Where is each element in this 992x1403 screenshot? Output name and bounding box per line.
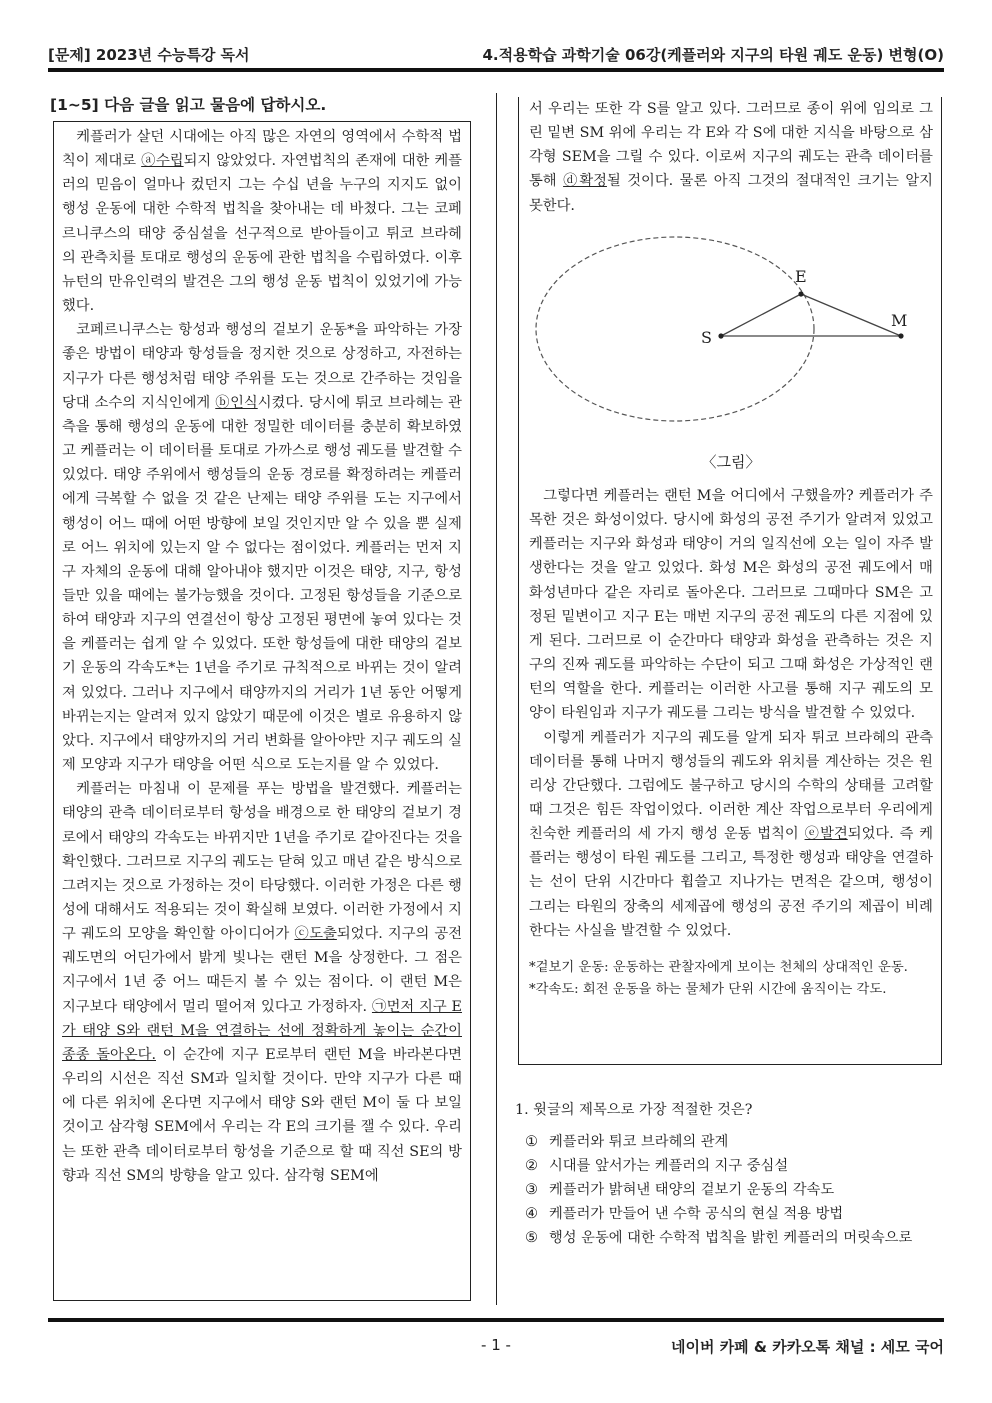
option-number: ⑤: [525, 1230, 538, 1246]
paragraph: [62, 125, 462, 318]
footnotes: [529, 957, 933, 1001]
underlined-term: ⓓ확정: [563, 173, 607, 190]
text-run: 케플러는 마침내 이 문제를 푸는 방법을 발견했다. 케플러는 태양의 관측 데이터로부터 항성을 배경으로 한 태양의 겉보기 경로에서 태양의 각속도는 바뀌지만 1년을 주기로 같아진다는 것을 확인했다. 그러므로 지구의 궤도는 닫혀 있고 매년 같은 방식으로 그려지는 것으로 가정하는 것이 타당했다. 이러한 가정은 다른 행성에 대해서도 적용되는 것이 확실해 보였다. 이러한 가정에서 지구 궤도의 모양을 확인할 아이디어가: [62, 781, 462, 943]
text-run: 서 우리는 또한 각 S를 알고 있다. 그러므로 종이 위에 임의로 그린 밑변 SM 위에 우리는 각 E와 각 S에 대한 지식을 바탕으로 삼각형 SEM을 그릴 수 있다. 이로써 지구의 궤도는 관측 데이터를 통해: [529, 101, 933, 190]
answer-option-3[interactable]: [525, 1178, 943, 1202]
text-run: 이 순간에 지구 E로부터 랜턴 M을 바라본다면 우리의 시선은 직선 SM과 일치할 것이다. 만약 지구가 다른 때에 다른 위치에 온다면 지구에서 태양 S와 랜턴 M이 둘 다 보일 것이고 삼각형 SEM에서 우리는 각 E의 크기를 잴 수 있다. 우리는 또한 관측 데이터로부터 항성을 기준으로 할 때 직선 SE의 방향과 직선 SM의 방향을 알고 있다. 삼각형 SEM에: [62, 1046, 462, 1184]
point-s: [718, 333, 723, 338]
question-stem: 1. 윗글의 제목으로 가장 적절한 것은?: [515, 1102, 753, 1118]
text-run: 케플러가 살던 시대에는 아직 많은 자연의 영역에서 수학적 법칙이 제대로: [62, 129, 462, 170]
text-run: 이렇게 케플러가 지구의 궤도를 알게 되자 튀코 브라헤의 관측 데이터를 통해 나머지 행성들의 궤도와 위치를 계산하는 것은 원리상 간단했다. 그럼에도 불구하고 당시의 수학의 상태를 고려할 때 그것은 힘든 작업이었다. 이러한 계산 작업으로부터 우리에게 친숙한 케플러의 세 가지 행성 운동 법칙이: [529, 729, 933, 843]
option-text: 케플러와 튀코 브라헤의 관계: [549, 1134, 729, 1150]
paragraph: [62, 777, 462, 1188]
footer-rule: [48, 1318, 944, 1322]
instruction: [1~5] 다음 글을 읽고 물음에 답하시오.: [50, 96, 327, 114]
passage-right-column: [518, 97, 942, 1065]
answer-option-4[interactable]: [525, 1202, 943, 1226]
underlined-term: ⓔ발견: [804, 826, 848, 843]
text-run: 되었다. 지구의 공전 궤도면의 어딘가에서 밝게 빛나는 랜턴 M을 상정한다. 그 점은 지구에서 1년 중 어느 때든지 볼 수 있는 점이다. 이 랜턴 M은 지구보다 태양에서 멀리 떨어져 있다고 가정하자.: [62, 926, 463, 1015]
passage-left-column: [53, 121, 471, 1301]
option-text: 행성 운동에 대한 수학적 법칙을 밝힌 케플러의 머릿속으로: [549, 1230, 913, 1246]
question-1: [513, 1098, 943, 1250]
option-number: ④: [525, 1206, 538, 1222]
text-run: 되었다. 즉 케플러는 행성이 타원 궤도를 그리고, 특정한 행성과 태양을 연결하는 선이 단위 시간마다 휩쓸고 지나가는 면적은 같으며, 행성이 그리는 타원의 장축의 세제곱에 행성의 공전 주기의 제곱이 비례한다는 사실을 발견할 수 있었다.: [529, 826, 934, 939]
label-e: E: [795, 266, 807, 286]
footnote: *각속도: 회전 운동을 하는 물체가 단위 시간에 움직이는 각도.: [529, 981, 887, 997]
answer-option-5[interactable]: [525, 1226, 943, 1250]
column-divider: [496, 93, 497, 1305]
paragraph: [529, 97, 933, 218]
underlined-term: ⓑ인식: [215, 394, 258, 411]
paragraph: [529, 726, 933, 943]
paragraph: [529, 484, 933, 726]
passage-right-bottom: [529, 484, 933, 943]
text-run: 시켰다. 당시에 튀코 브라헤는 관측을 통해 행성의 운동에 대한 정밀한 데이터를 충분히 확보하였고 케플러는 이 데이터를 토대로 가까스로 행성 궤도를 발견할 수 있었다. 태양 주위에서 행성들의 운동 경로를 확정하려는 케플러에게 극복할 수 없을 것 같은 난제는 태양 주위를 도는 지구에서 행성이 어느 때에 어떤 방향에 보일 것인지만 알 수 있을 뿐 실제로 어느 위치에 있는지 알 수 없다는 점이었다. 케플러는 먼저 지구 자체의 운동에 대해 알아내야 했지만 이것은 태양, 지구, 항성들만 있을 때에는 불가능했을 것이다. 고정된 항성들을 기준으로 하여 태양과 지구의 연결선이 항상 고정된 평면에 놓여 있다는 것을 케플러는 쉽게 알 수 있었다. 또한 항성들에 대한 태양의 겉보기 운동의 각속도*는 1년을 주기로 규칙적으로 바뀌는 것이 알려져 있었다. 그러나 지구에서 태양까지의 거리가 1년 동안 어떻게 바뀌는지는 알려져 있지 않았기 때문에 이것은 별로 유용하지 않았다. 지구에서 태양까지의 거리 변화를 알아야만 지구 궤도의 실제 모양과 지구가 태양을 어떤 식으로 도는지를 알 수 있었다.: [62, 394, 462, 774]
page-number: - 1 -: [481, 1336, 511, 1354]
header-left: [문제] 2023년 수능특강 독서: [48, 46, 250, 64]
text-run: 되지 않았었다. 자연법칙의 존재에 대한 케플러의 믿음이 얼마나 컸던지 그는 수십 년을 누구의 지지도 없이 행성 운동에 대한 수학적 법칙을 찾아내는 데 바쳤다. 그는 코페르니쿠스의 태양 중심설을 선구적으로 받아들이고 튀코 브라헤의 관측치를 토대로 행성의 운동에 관한 법칙을 수립하였다. 이후 뉴턴의 만유인력의 발견은 그의 행성 운동 법칙이 있었기에 가능했다.: [62, 153, 462, 315]
option-text: 케플러가 만들어 낸 수학 공식의 현실 적용 방법: [549, 1206, 844, 1222]
earth-orbit-ellipse: [536, 237, 814, 421]
page-header: [48, 44, 944, 70]
line-se: [721, 294, 801, 336]
footer-channel: 네이버 카페 & 카카오톡 채널 : 세모 국어: [671, 1338, 944, 1356]
text-run: 될 것이다. 물론 아직 그것의 절대적인 크기는 알지 못한다.: [529, 173, 933, 214]
option-number: ①: [525, 1134, 538, 1150]
option-text: 시대를 앞서가는 케플러의 지구 중심설: [549, 1158, 789, 1174]
option-text: 케플러가 밝혀낸 태양의 겉보기 운동의 각속도: [549, 1182, 835, 1198]
header-right: 4.적용학습 과학기술 06강(케플러와 지구의 타원 궤도 운동) 변형(O): [482, 46, 944, 64]
label-s: S: [701, 327, 712, 347]
text-run: 코페르니쿠스는 항성과 행성의 겉보기 운동*을 파악하는 가장 좋은 방법이 태양과 항성들을 정지한 것으로 상정하고, 자전하는 지구가 다른 행성처럼 태양 주위를 도는 것으로 간주하는 것임을 당대 소수의 지식인에게: [62, 322, 462, 411]
answer-option-1[interactable]: [525, 1130, 943, 1154]
label-m: M: [891, 310, 908, 330]
point-m: [898, 333, 903, 338]
answer-option-2[interactable]: [525, 1154, 943, 1178]
option-number: ③: [525, 1182, 538, 1198]
orbit-figure: [529, 230, 933, 448]
orbit-diagram: [529, 230, 933, 448]
figure-caption: 〈그림〉: [701, 452, 761, 471]
option-number: ②: [525, 1158, 538, 1174]
point-e: [798, 291, 803, 296]
line-em: [801, 294, 901, 336]
underlined-term: ⓐ수립: [141, 153, 184, 170]
text-run: 그렇다면 케플러는 랜턴 M을 어디에서 구했을까? 케플러가 주목한 것은 화성이었다. 당시에 화성의 공전 주기가 알려져 있었고 케플러는 지구와 화성과 태양이 거의 일직선에 오는 일이 자주 발생한다는 것을 알고 있었다. 화성 M은 화성의 공전 궤도에서 매 화성년마다 같은 자리로 돌아온다. 그러므로 그때마다 SM은 고정된 밑변이고 지구 E는 매번 지구의 공전 궤도의 다른 지점에 있게 된다. 그러므로 이 순간마다 태양과 화성을 관측하는 것은 지구의 진짜 궤도를 파악하는 수단이 되고 그때 화성은 가상적인 랜턴의 역할을 한다. 케플러는 이러한 사고를 통해 지구 궤도의 모양이 타원임과 지구가 궤도를 그리는 방식을 발견할 수 있었다.: [529, 487, 933, 722]
underlined-term: ⓒ도출: [294, 926, 337, 943]
header-rule: [48, 68, 944, 72]
passage-right-top: [529, 97, 933, 218]
footnote: *겉보기 운동: 운동하는 관찰자에게 보이는 천체의 상대적인 운동.: [529, 959, 908, 975]
paragraph: [62, 318, 462, 777]
underlined-term: ㉠먼저 지구 E가 태양 S와 랜턴 M을 연결하는 선에 정확하게 놓이는 순간이 종종 돌아온다.: [62, 998, 462, 1063]
